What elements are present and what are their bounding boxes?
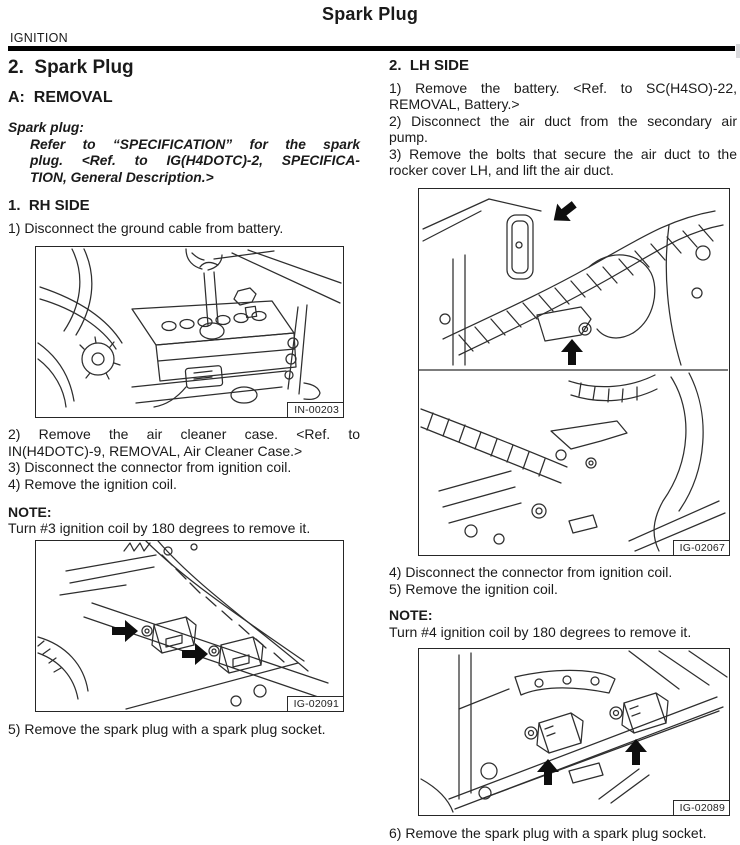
text-line: 4) Remove the ignition coil. [8,475,177,492]
arrow-icon [561,339,583,365]
text-line: 5) Remove the spark plug with a spark plug socket. [8,720,326,737]
lh-side-heading: 2. LH SIDE [389,57,470,74]
figure-battery [35,246,344,418]
bottom-panel-lines [421,373,725,551]
text-line: 3) Remove the bolts that secure the air duct to the [389,145,737,162]
upper-bracket [515,670,615,695]
text-line: TION, General Description.> [30,169,214,185]
figure-coils-rh [35,540,344,712]
note-heading: NOTE: [389,607,433,624]
arrow-icon [182,643,208,665]
arrow-icon [537,759,559,785]
text-line: 2) Remove the air cleaner case. <Ref. to [8,426,360,443]
text-line: 2) Disconnect the air duct from the secondary air [389,112,737,129]
step-5 [8,721,360,737]
battery-body [132,301,296,403]
coils-lh-illustration [419,649,728,814]
text-line: 4) Disconnect the connector from ignition coil. [389,564,673,581]
ignition-coil-1 [525,713,583,753]
right-column [389,55,737,841]
text-line: 1) Remove the battery. <Ref. to SC(H4SO)-22, [389,80,737,96]
arrow-icon [547,196,581,229]
duct-clamp [507,215,533,279]
steps-2-4 [8,426,360,492]
text-line: plug. <Ref. to IG(H4DOTC)-2, SPECIFICA- [30,153,360,168]
note-text [8,520,360,536]
step-1 [8,220,360,236]
text-line: REMOVAL, Battery.> [389,96,520,113]
air-duct-illustration [419,189,728,554]
figure-label: IG-02089 [673,800,729,815]
text-line: rocker cover LH, and lift the air duct. [389,162,614,179]
text-line: 1) Disconnect the ground cable from battery. [8,220,284,236]
removal-heading: A: REMOVAL [8,89,113,106]
hold-down-clamp [154,366,320,408]
text-line: IN(H4DOTC)-9, REMOVAL, Air Cleaner Case.> [8,442,303,459]
arrow-icon [112,620,138,642]
rh-side-heading: 1. RH SIDE [8,197,90,214]
steps-1-3 [389,80,737,178]
figure-label: IN-00203 [287,402,343,417]
text-line: 6) Remove the spark plug with a spark plug socket. [389,825,707,842]
text-line: 5) Remove the ignition coil. [389,580,558,597]
text-line: Turn #4 ignition coil by 180 degrees to remove it. [389,623,692,640]
figure-label: IG-02091 [287,696,343,711]
page-title: Spark Plug [321,4,419,24]
note-heading: NOTE: [8,504,52,521]
figure-coils-lh [418,648,730,816]
battery-illustration [36,247,342,416]
text-line: Turn #3 ignition coil by 180 degrees to remove it. [8,520,311,537]
left-column [8,55,360,737]
text-line: Refer to “SPECIFICATION” for the spark [30,136,360,152]
chapter-heading: 2. Spark Plug [8,57,134,78]
spec-note-body [30,137,360,187]
figure-air-duct [418,188,730,556]
text-line: pump. [389,129,428,146]
text-line: 3) Disconnect the connector from ignition coil. [8,459,292,476]
figure-label: IG-02067 [673,540,729,555]
steps-4-5 [389,564,737,597]
ignition-coil-2 [209,637,263,673]
step-6 [389,825,737,841]
radiator-cap [80,337,120,379]
note-text [389,624,737,640]
top-panel-lines [423,199,723,365]
frame-lines [421,651,727,812]
section-label: IGNITION [10,31,68,45]
header-rule [8,46,735,51]
wrench-and-hand [186,249,257,339]
spec-note-label: Spark plug: [8,120,84,135]
coils-rh-illustration [36,541,342,710]
spec-note [8,120,360,186]
